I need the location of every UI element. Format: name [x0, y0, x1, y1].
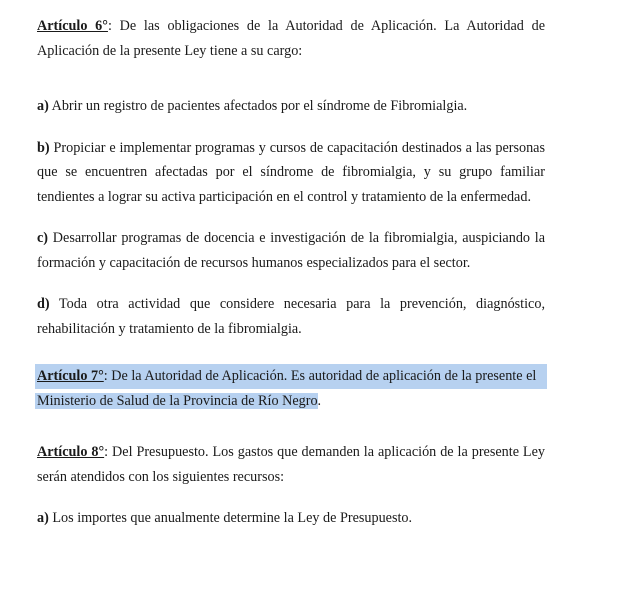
- article-6-item-d: [37, 292, 545, 341]
- article-6-item-c: [37, 226, 545, 275]
- item-letter: a): [37, 98, 49, 114]
- article-8-text: : Del Presupuesto. Los gastos que demanden la aplicación de la presente Ley serán atendidos con los siguientes recursos:: [37, 444, 545, 485]
- article-8-heading: Artículo 8°: [37, 444, 105, 460]
- item-letter: a): [37, 510, 49, 526]
- item-text: Los importes que anualmente determine la Ley de Presupuesto.: [48, 510, 413, 526]
- article-6-heading: Artículo 6°: [37, 18, 108, 34]
- item-text: Propiciar e implementar programas y cursos de capacitación destinados a las personas que se encuentren afectadas por el síndrome de fibromialgia, y su grupo familiar tendientes a lograr su activa participación en el control y tratamiento de la enfermedad.: [37, 139, 545, 205]
- item-letter: b): [37, 139, 50, 156]
- document-page: [37, 14, 545, 531]
- item-text: Abrir un registro de pacientes afectados por el síndrome de Fibromialgia.: [48, 98, 468, 114]
- article-8-item-a: [37, 506, 545, 531]
- article-7-line-2-selected[interactable]: Ministerio de Salud de la Provincia de Río Negro: [37, 392, 318, 409]
- article-7-paragraph[interactable]: [37, 364, 545, 413]
- article-7-heading: Artículo 7°: [37, 368, 104, 384]
- item-text: Desarrollar programas de docencia e investigación de la fibromialgia, auspiciando la formación y capacitación de recursos humanos especializados para el sector.: [37, 230, 545, 271]
- item-letter: c): [37, 230, 49, 246]
- article-7-line-2-rest: .: [317, 392, 322, 409]
- article-6-paragraph: [37, 14, 545, 63]
- article-6-item-b: [37, 136, 545, 210]
- item-text: Toda otra actividad que considere necesaria para la prevención, diagnóstico, rehabilitación y tratamiento de la fibromialgia.: [37, 296, 545, 337]
- article-6-item-a: [37, 94, 545, 119]
- article-7-line-1[interactable]: [35, 364, 547, 389]
- article-6-text: : De las obligaciones de la Autoridad de Aplicación. La Autoridad de Aplicación de la presente Ley tiene a su cargo:: [37, 18, 545, 59]
- article-8-paragraph: [37, 440, 545, 489]
- article-7-text-line-1: : De la Autoridad de Aplicación. Es autoridad de aplicación de la presente el: [103, 368, 537, 384]
- item-letter: d): [37, 296, 50, 312]
